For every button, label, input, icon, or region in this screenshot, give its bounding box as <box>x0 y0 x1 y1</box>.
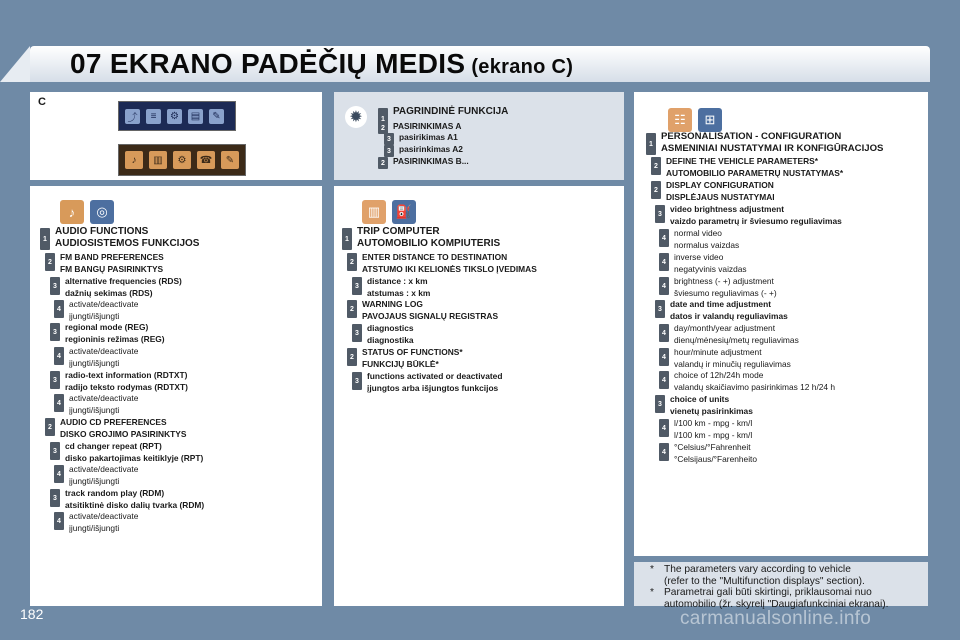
tools-icon: ✎ <box>209 109 224 124</box>
trip-item: 2 STATUS OF FUNCTIONS* FUNKCIJŲ BŪKLĖ* <box>347 347 463 370</box>
audio-item: 4 activate/deactivate įjungti/išjungti <box>54 464 138 487</box>
trip-item: 3 functions activated or deactivated įjungtos arba išjungtos funkcijos <box>352 371 502 394</box>
fuel-icon: ▥ <box>362 200 386 224</box>
tools-icon: ✎ <box>221 151 239 169</box>
personal-item: 2 DISPLAY CONFIGURATION DISPLĖJAUS NUSTATYMAI <box>651 180 775 203</box>
trip-item: 2 WARNING LOG PAVOJAUS SIGNALŲ REGISTRAS <box>347 299 498 322</box>
main-function-item: 3 pasirikimas A1 <box>384 132 458 145</box>
audio-item: 3 alternative frequencies (RDS) dažnių sekimas (RDS) <box>50 276 182 299</box>
title-band <box>30 46 930 82</box>
radio-icon: ♪ <box>125 151 143 169</box>
main-function-item: 2 PASIRINKIMAS A <box>378 121 461 134</box>
personal-item: 4 brightness (- +) adjustment šviesumo reguliavimas (- +) <box>659 276 777 299</box>
radio-icon: ♪ <box>60 200 84 224</box>
personal-item: 4 hour/minute adjustment valandų ir minučių reguliavimas <box>659 347 791 370</box>
personal-item: 4 inverse video negatyvinis vaizdas <box>659 252 747 275</box>
trip-icons <box>362 200 416 224</box>
fuel-icon: ▥ <box>149 151 167 169</box>
phone-icon: ☎ <box>197 151 215 169</box>
trip-head: 1 TRIP COMPUTER AUTOMOBILIO KOMPIUTERIS <box>342 226 500 250</box>
audio-item: 4 activate/deactivate įjungti/išjungti <box>54 511 138 534</box>
main-function-item: 3 pasirinkimas A2 <box>384 144 463 157</box>
audio-item: 4 activate/deactivate įjungti/išjungti <box>54 299 138 322</box>
cd-icon: ◎ <box>90 200 114 224</box>
audio-icons <box>60 200 114 224</box>
settings-icon: ⚙ <box>167 109 182 124</box>
audio-item: 3 cd changer repeat (RPT) disko pakartojimas keitiklyje (RPT) <box>50 441 203 464</box>
page-title: 07 EKRANO PADĖČIŲ MEDIS (ekrano C) <box>70 48 574 79</box>
audio-item: 3 regional mode (REG) regioninis režimas (REG) <box>50 322 165 345</box>
personal-item: 4 °Celsius/°Fahrenheit °Celsijaus/°Farenheito <box>659 442 757 465</box>
route-icon: ⤴ <box>125 109 140 124</box>
audio-head: 1 AUDIO FUNCTIONS AUDIOSISTEMOS FUNKCIJOS <box>40 226 199 250</box>
page-subtitle: (ekrano C) <box>471 56 574 78</box>
personal-item: 4 choice of 12h/24h mode valandų skaičiavimo pasirinkimas 12 h/24 h <box>659 370 835 393</box>
audio-item: 2 FM BAND PREFERENCES FM BANGŲ PASIRINKTYS <box>45 252 164 275</box>
pump-icon: ⛽ <box>392 200 416 224</box>
personal-item: 2 DEFINE THE VEHICLE PARAMETERS* AUTOMOBILIO PARAMETRŲ NUSTATYMAS* <box>651 156 843 179</box>
trip-item: 3 diagnostics diagnostika <box>352 323 414 346</box>
footnote: * Parametrai gali būti skirtingi, priklausomai nuo automobilio (žr. skyrelį "Daugiafunkciniai ekranai). <box>650 587 889 610</box>
main-function-item: 2 PASIRINKIMAS B... <box>378 156 469 169</box>
screen-top <box>118 101 236 131</box>
personal-icons <box>668 108 722 132</box>
audio-item: 4 activate/deactivate įjungti/išjungti <box>54 346 138 369</box>
screen-label: C <box>38 96 46 108</box>
personal-item: 3 date and time adjustment datos ir valandų reguliavimas <box>655 299 788 322</box>
grid-icon: ⊞ <box>698 108 722 132</box>
personal-item: 3 choice of units vienetų pasirinkimas <box>655 394 753 417</box>
audio-item: 4 activate/deactivate įjungti/išjungti <box>54 393 138 416</box>
watermark: carmanualsonline.info <box>680 608 872 629</box>
screen-bottom <box>118 144 246 176</box>
settings-icon: ⚙ <box>173 151 191 169</box>
list-icon: ≡ <box>146 109 161 124</box>
personal-item: 4 l/100 km - mpg - km/l l/100 km - mpg - km/l <box>659 418 752 441</box>
main-function-head: 1 PAGRINDINĖ FUNKCIJA <box>378 106 508 130</box>
audio-item: 3 track random play (RDM) atsitiktinė disko dalių tvarka (RDM) <box>50 488 204 511</box>
audio-item: 3 radio-text information (RDTXT) radijo teksto rodymas (RDTXT) <box>50 370 188 393</box>
personal-head: 1 PERSONALISATION - CONFIGURATION ASMENINIAI NUSTATYMAI IR KONFIGŪRACIJOS <box>646 131 883 155</box>
personal-item: 3 video brightness adjustment vaizdo parametrų ir šviesumo reguliavimas <box>655 204 842 227</box>
trip-item: 2 ENTER DISTANCE TO DESTINATION ATSTUMO IKI KELIONĖS TIKSLO ĮVEDIMAS <box>347 252 537 275</box>
footnote: * The parameters vary according to vehicle (refer to the "Multifunction displays" section). <box>650 564 865 587</box>
personal-item: 4 normal video normalus vaizdas <box>659 228 739 251</box>
trip-item: 3 distance : x km atstumas : x km <box>352 276 430 299</box>
audio-item: 2 AUDIO CD PREFERENCES DISKO GROJIMO PASIRINKTYS <box>45 417 186 440</box>
gear-icon: ✹ <box>345 106 367 128</box>
document-icon: ▤ <box>188 109 203 124</box>
personal-item: 4 day/month/year adjustment dienų/mėnesių/metų reguliavimas <box>659 323 799 346</box>
page-number: 182 <box>20 606 44 622</box>
settings-icon: ☷ <box>668 108 692 132</box>
